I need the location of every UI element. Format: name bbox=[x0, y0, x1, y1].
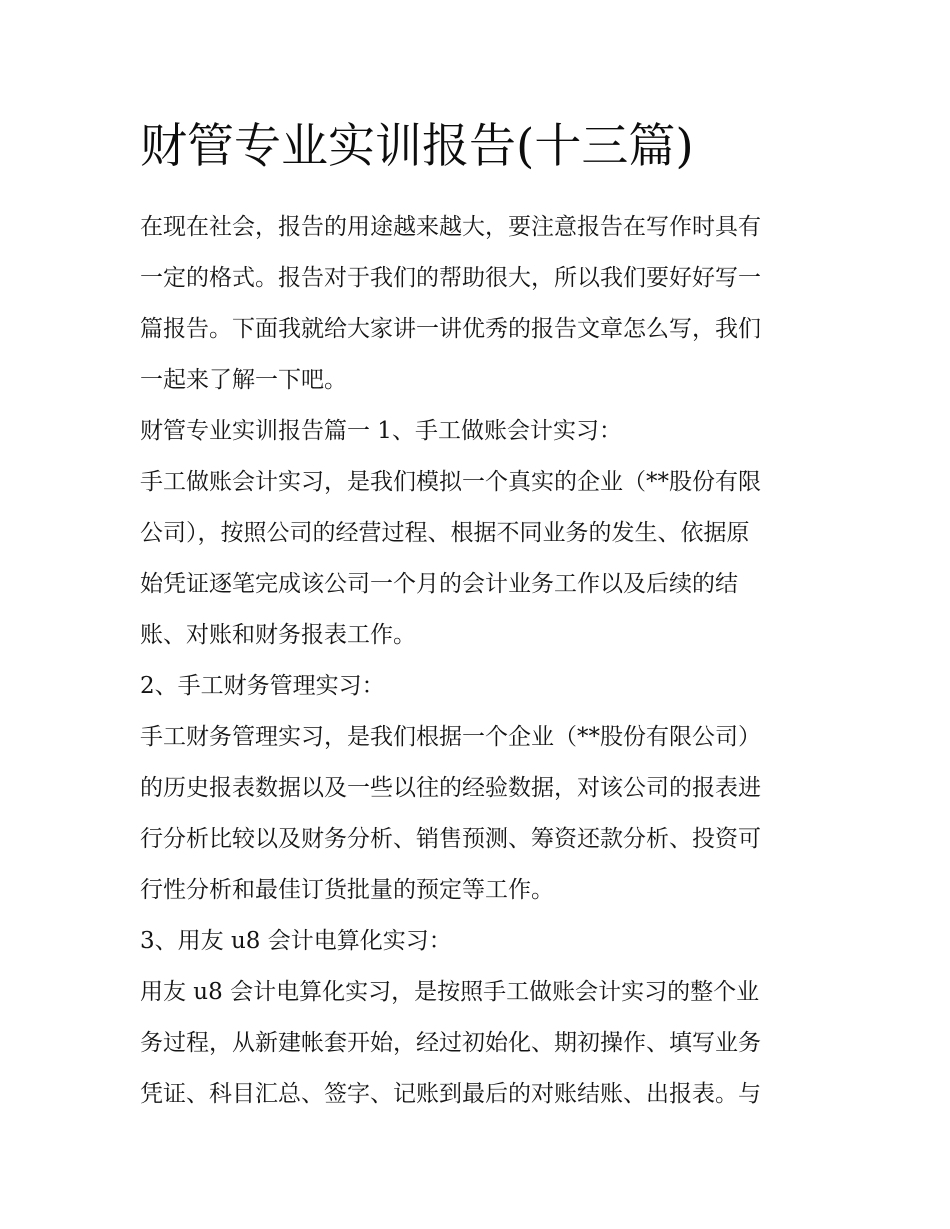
body-line: 一起来了解一下吧。 bbox=[140, 367, 347, 393]
body-line: 账、对账和财务报表工作。 bbox=[140, 622, 416, 648]
body-line: 凭证、科目汇总、签字、记账到最后的对账结账、出报表。与 bbox=[140, 1081, 761, 1107]
body-line: 公司），按照公司的经营过程、根据不同业务的发生、依据原 bbox=[140, 520, 750, 546]
body-line: 用友 u8 会计电算化实习，是按照手工做账会计实习的整个业 bbox=[140, 979, 760, 1005]
document-content bbox=[140, 112, 820, 1120]
section-heading-2: 2、手工财务管理实习： bbox=[140, 673, 385, 699]
body-line: 在现在社会，报告的用途越来越大，要注意报告在写作时具有 bbox=[140, 214, 761, 240]
body-line: 行分析比较以及财务分析、销售预测、筹资还款分析、投资可 bbox=[140, 826, 761, 852]
body-line: 务过程，从新建帐套开始，经过初始化、期初操作、填写业务 bbox=[140, 1030, 761, 1056]
document-body bbox=[140, 202, 820, 1120]
document-title: 财管专业实训报告(十三篇) bbox=[140, 119, 694, 174]
body-line: 行性分析和最佳订货批量的预定等工作。 bbox=[140, 877, 554, 903]
body-line: 一定的格式。报告对于我们的帮助很大，所以我们要好好写一 bbox=[140, 265, 761, 291]
body-line: 的历史报表数据以及一些以往的经验数据，对该公司的报表进 bbox=[140, 775, 761, 801]
section-heading-1: 财管专业实训报告篇一 1、手工做账会计实习： bbox=[140, 418, 622, 444]
body-line: 手工财务管理实习，是我们根据一个企业（**股份有限公司） bbox=[140, 724, 761, 750]
section-heading-3: 3、用友 u8 会计电算化实习： bbox=[140, 928, 452, 954]
body-line: 始凭证逐笔完成该公司一个月的会计业务工作以及后续的结 bbox=[140, 571, 738, 597]
body-line: 手工做账会计实习，是我们模拟一个真实的企业（**股份有限 bbox=[140, 469, 761, 495]
body-line: 篇报告。下面我就给大家讲一讲优秀的报告文章怎么写，我们 bbox=[140, 316, 761, 342]
